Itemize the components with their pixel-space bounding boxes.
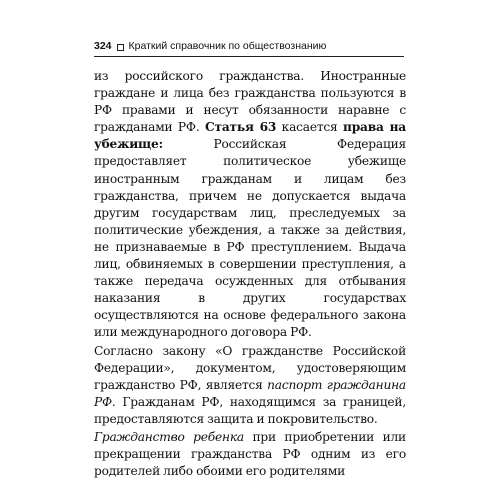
article-reference: Статья 63 (205, 120, 277, 135)
text-span: . Гражданам РФ, находящимся за границей, предоставляются защита и покровительство. (94, 394, 406, 426)
body-text (94, 68, 406, 480)
text-span: при приобретении или прекращении гражданства РФ одним из его родителей либо обоими его родителями (94, 429, 406, 479)
text-span: из российского гражданства. Иностранные граждане и лица без гражданства пользуются в РФ правами и несут обязанности наравне с гражданами РФ. (94, 69, 406, 135)
page-number: 324 (94, 40, 112, 52)
term-child-citizenship: Гражданство ребенка (94, 429, 244, 444)
book-title: Краткий справочник по обществознанию (128, 40, 327, 52)
text-span: Российская Федерация предоставляет политическое убежище иностранным гражданам и лицам без гражданства, причем не допускается выдача другим государствам лиц, преследуемых за политические убеждения, а также за действия, не признаваемые в РФ преступлением. Выдача лиц, обвиняемых в совершении преступления, а также передача осужденных для отбывания наказания в других государствах осуществляются на основе федерального закона или международного договора РФ. (94, 137, 406, 340)
term-passport: паспорт гражданина РФ (94, 377, 406, 409)
square-bullet-icon (117, 44, 124, 51)
term-right-of-asylum: права на убежище: (94, 120, 406, 152)
paragraph-3 (94, 429, 406, 480)
text-span: Согласно закону «О гражданстве Российской Федерации», документом, удостоверяющим гражданство РФ, является (94, 343, 406, 392)
paragraph-1 (94, 68, 406, 342)
text-span: касается (276, 120, 344, 135)
paragraph-2 (94, 343, 406, 428)
running-header (94, 37, 404, 57)
